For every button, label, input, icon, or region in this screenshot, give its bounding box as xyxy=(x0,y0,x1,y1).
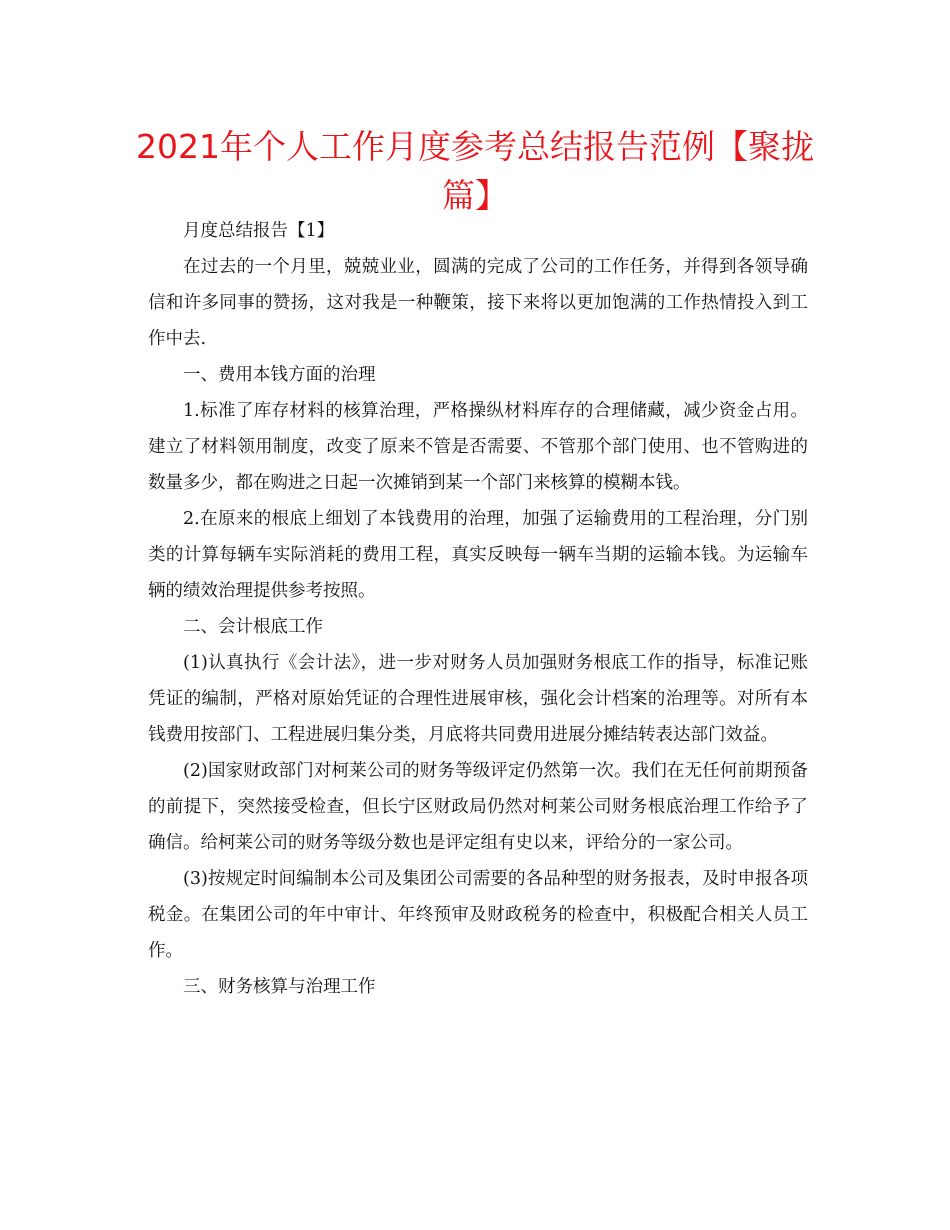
document-body xyxy=(148,213,808,1005)
document-title: 2021年个人工作月度参考总结报告范例【聚拢篇】 xyxy=(136,127,814,215)
paragraph-accounting-2: (2)国家财政部门对柯莱公司的财务等级评定仍然第一次。我们在无任何前期预备的前提下，突然接受检查，但长宁区财政局仍然对柯莱公司财务根底治理工作给予了确信。给柯莱公司的财务等级分数也是评定组有史以来，评给分的一家公司。 xyxy=(148,761,808,853)
section-heading-cost: 一、费用本钱方面的治理 xyxy=(183,365,376,385)
report-heading: 月度总结报告【1】 xyxy=(183,221,335,241)
section-heading-accounting: 二、会计根底工作 xyxy=(183,617,323,637)
section-heading-finance: 三、财务核算与治理工作 xyxy=(183,977,376,997)
paragraph-accounting-1: (1)认真执行《会计法》，进一步对财务人员加强财务根底工作的指导，标准记账凭证的编制，严格对原始凭证的合理性进展审核，强化会计档案的治理等。对所有本钱费用按部门、工程进展归集分类，月底将共同费用进展分摊结转表达部门效益。 xyxy=(148,653,808,745)
paragraph-cost-1: 1.标准了库存材料的核算治理，严格操纵材料库存的合理储藏，减少资金占用。建立了材料领用制度，改变了原来不管是否需要、不管那个部门使用、也不管购进的数量多少，都在购进之日起一次摊销到某一个部门来核算的模糊本钱。 xyxy=(148,401,808,493)
intro-paragraph: 在过去的一个月里，兢兢业业，圆满的完成了公司的工作任务，并得到各领导确信和许多同事的赞扬，这对我是一种鞭策，接下来将以更加饱满的工作热情投入到工作中去. xyxy=(148,257,808,349)
paragraph-cost-2: 2.在原来的根底上细划了本钱费用的治理，加强了运输费用的工程治理，分门别类的计算每辆车实际消耗的费用工程，真实反映每一辆车当期的运输本钱。为运输车辆的绩效治理提供参考按照。 xyxy=(148,509,808,601)
paragraph-accounting-3: (3)按规定时间编制本公司及集团公司需要的各品种型的财务报表，及时申报各项税金。在集团公司的年中审计、年终预审及财政税务的检查中，积极配合相关人员工作。 xyxy=(148,869,808,961)
